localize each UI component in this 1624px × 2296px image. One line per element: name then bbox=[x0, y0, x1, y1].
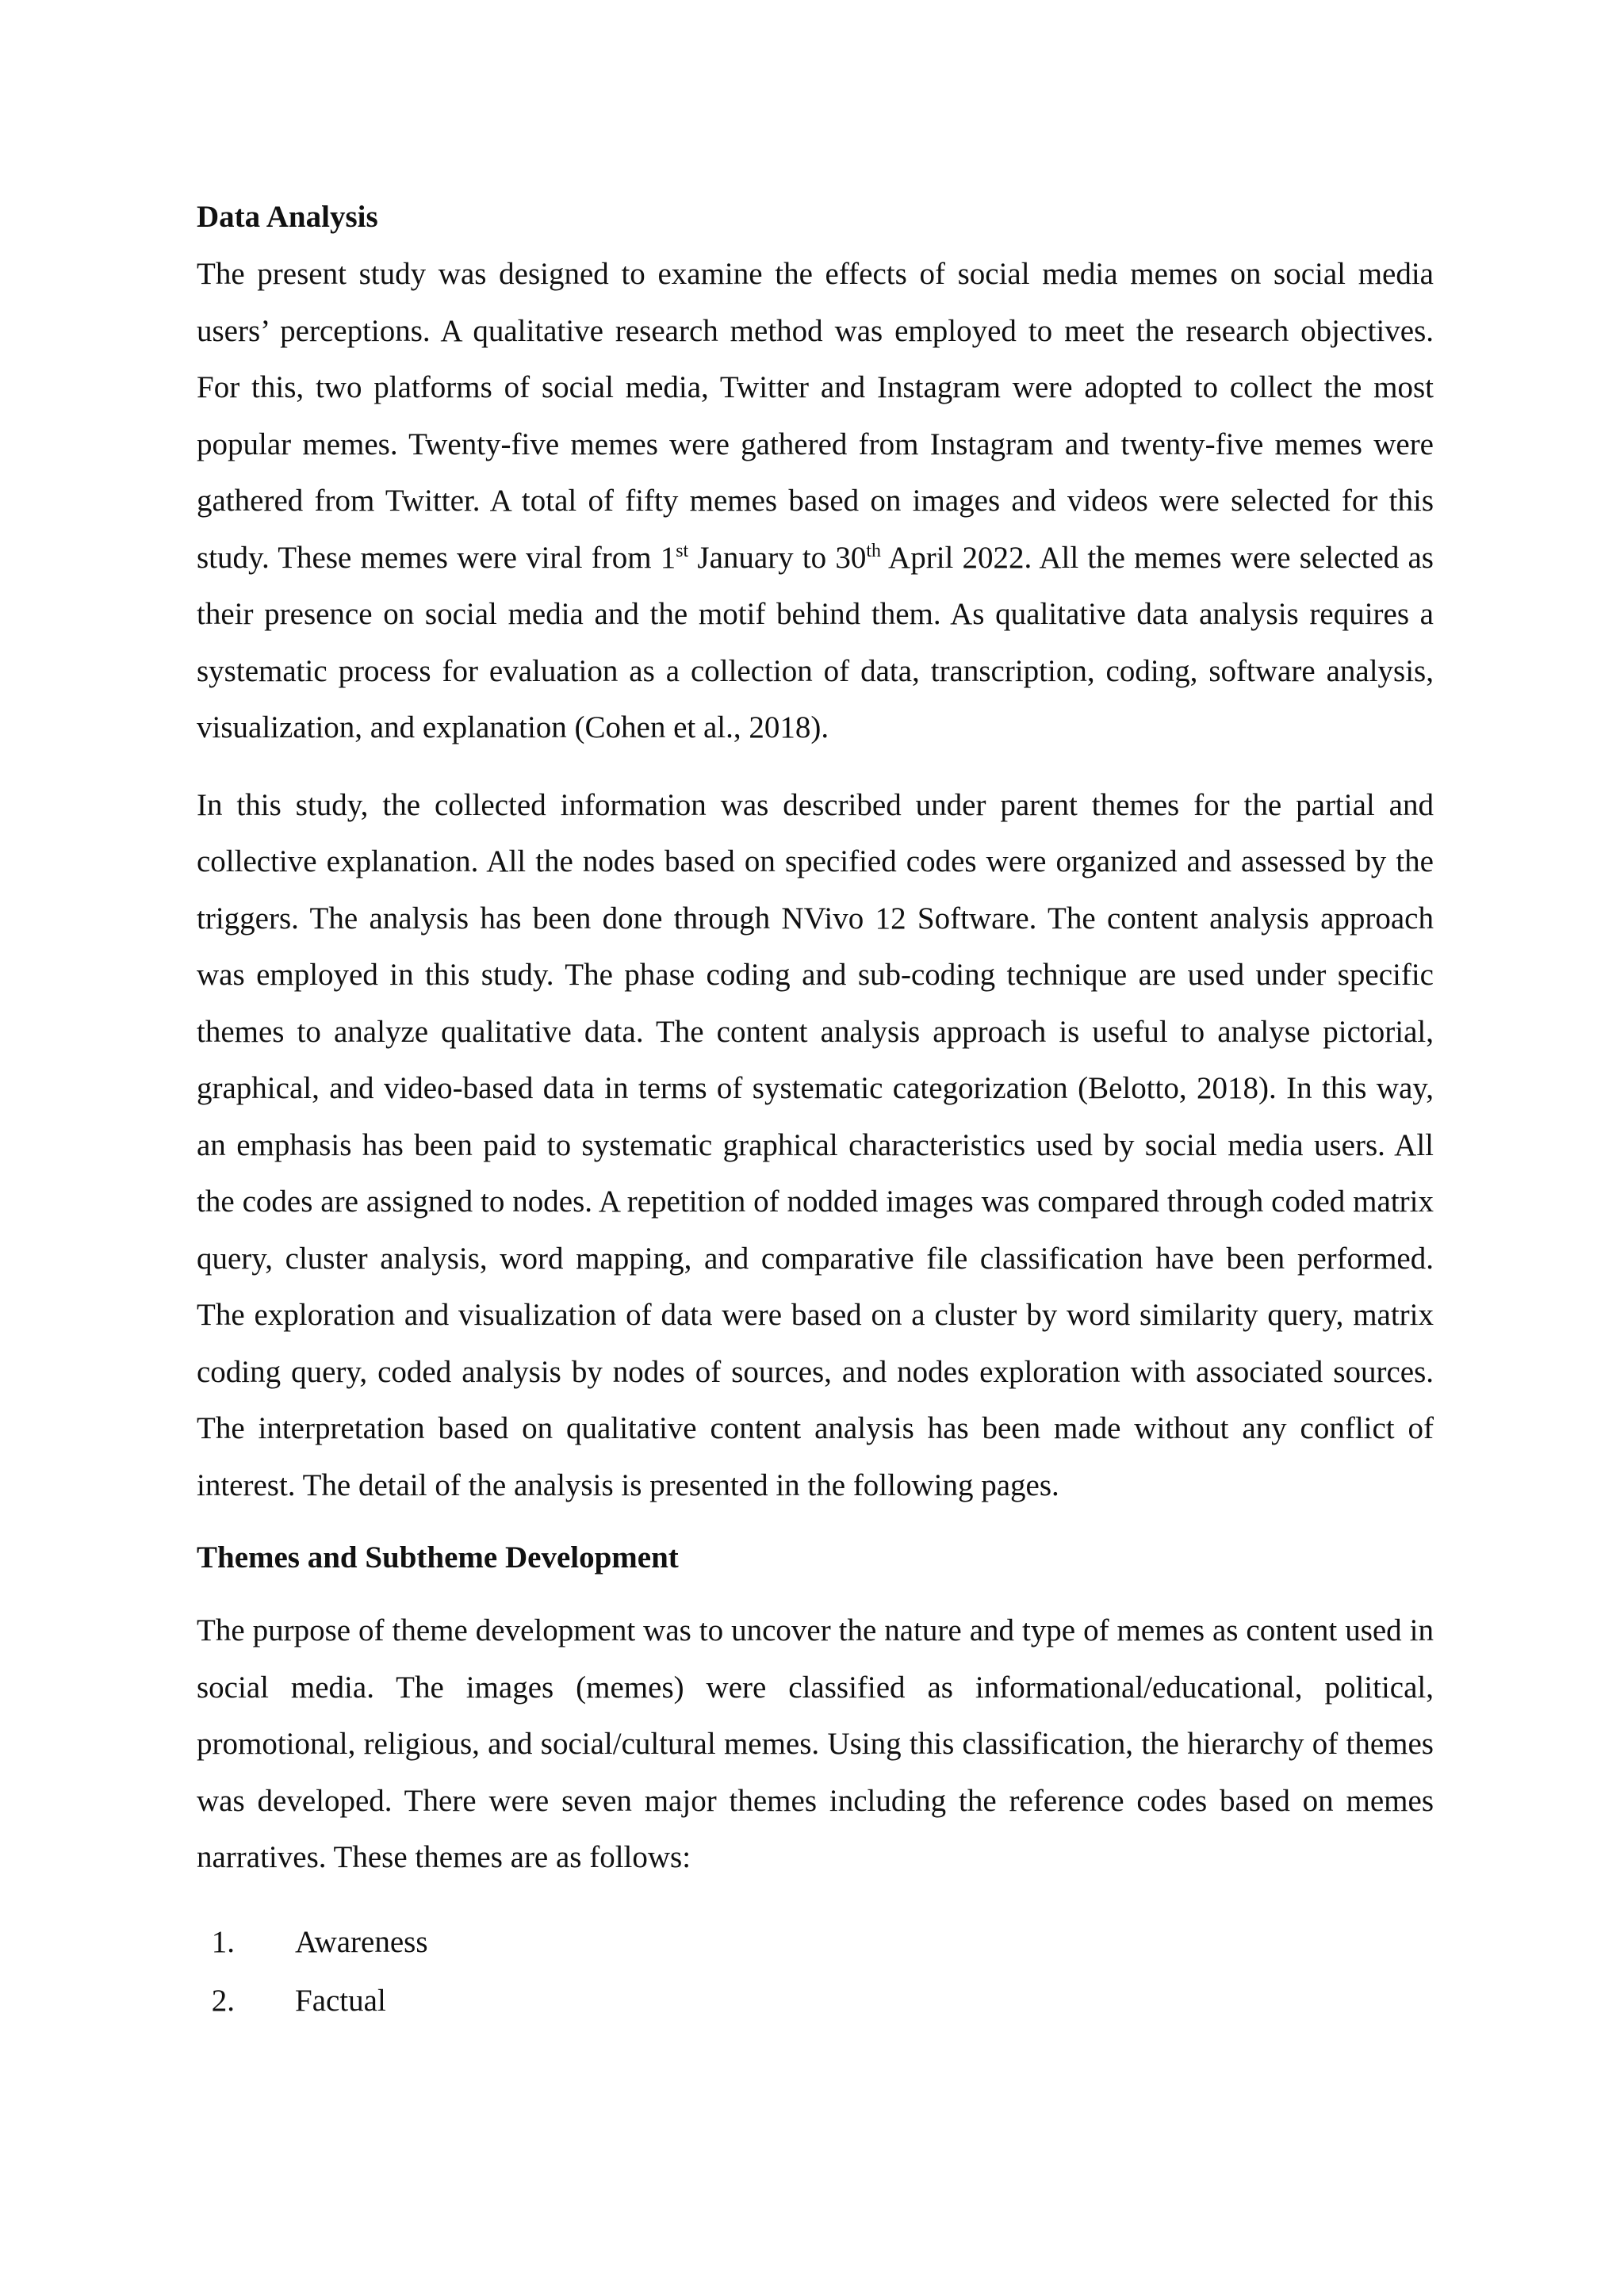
list-item-number: 2. bbox=[211, 1983, 235, 2018]
list-item bbox=[197, 1913, 1434, 1972]
paragraph-data-analysis-2: In this study, the collected information was described under parent themes for the partial and collective explanation. All the nodes based on specified codes were organized and assessed by the triggers. The analysis has been done through NVivo 12 Software. The content analysis approach was employed in this study. The phase coding and sub-coding technique are used under specific themes to analyze qualitative data. The content analysis approach is useful to analyse pictorial, graphical, and video-based data in terms of systematic categorization (Belotto, 2018). In this way, an emphasis has been paid to systematic graphical characteristics used by social media users. All the codes are assigned to nodes. A repetition of nodded images was compared through coded matrix query, cluster analysis, word mapping, and comparative file classification have been performed. The exploration and visualization of data were based on a cluster by word similarity query, matrix coding query, coded analysis by nodes of sources, and nodes exploration with associated sources. The interpretation based on qualitative content analysis has been made without any conflict of interest. The detail of the analysis is presented in the following pages. bbox=[197, 787, 1434, 1502]
list-item bbox=[197, 1972, 1434, 2030]
list-item-label: Factual bbox=[295, 1983, 386, 2018]
paragraph-data-analysis-1 bbox=[197, 246, 1434, 756]
paragraph-themes-1: The purpose of theme development was to uncover the nature and type of memes as content used in social media. The images (memes) were classified as informational/educational, political, promotional, religious, and social/cultural memes. Using this classification, the hierarchy of themes was developed. There were seven major themes including the reference codes based on memes narratives. These themes are as follows: bbox=[197, 1613, 1434, 1874]
paragraph-text: January to 30 bbox=[688, 540, 867, 575]
paragraph-text: The present study was designed to examine the effects of social media memes on social media users’ perceptions. A qualitative research method was employed to meet the research objectives. For this, two platforms of social media, Twitter and Instagram were adopted to collect the most popular memes. Twenty-five memes were gathered from Instagram and twenty-five memes were gathered from Twitter. A total of fifty memes based on images and videos were selected for this study. These memes were viral from 1 bbox=[197, 257, 1434, 575]
document-page bbox=[197, 189, 1434, 2030]
superscript-th: th bbox=[866, 540, 882, 561]
themes-list bbox=[197, 1913, 1434, 2030]
paragraph-text: April 2022. All the memes were selected as their presence on social media and the motif behind them. As qualitative data analysis requires a systematic process for evaluation as a collection of data, transcription, coding, software analysis, visualization, and explanation (Cohen et al., 2018). bbox=[197, 540, 1434, 744]
superscript-st: st bbox=[676, 540, 689, 561]
list-item-label: Awareness bbox=[295, 1924, 428, 1959]
section-heading-themes: Themes and Subtheme Development bbox=[197, 1540, 679, 1575]
list-item-number: 1. bbox=[211, 1924, 235, 1959]
section-heading-data-analysis: Data Analysis bbox=[197, 200, 378, 234]
